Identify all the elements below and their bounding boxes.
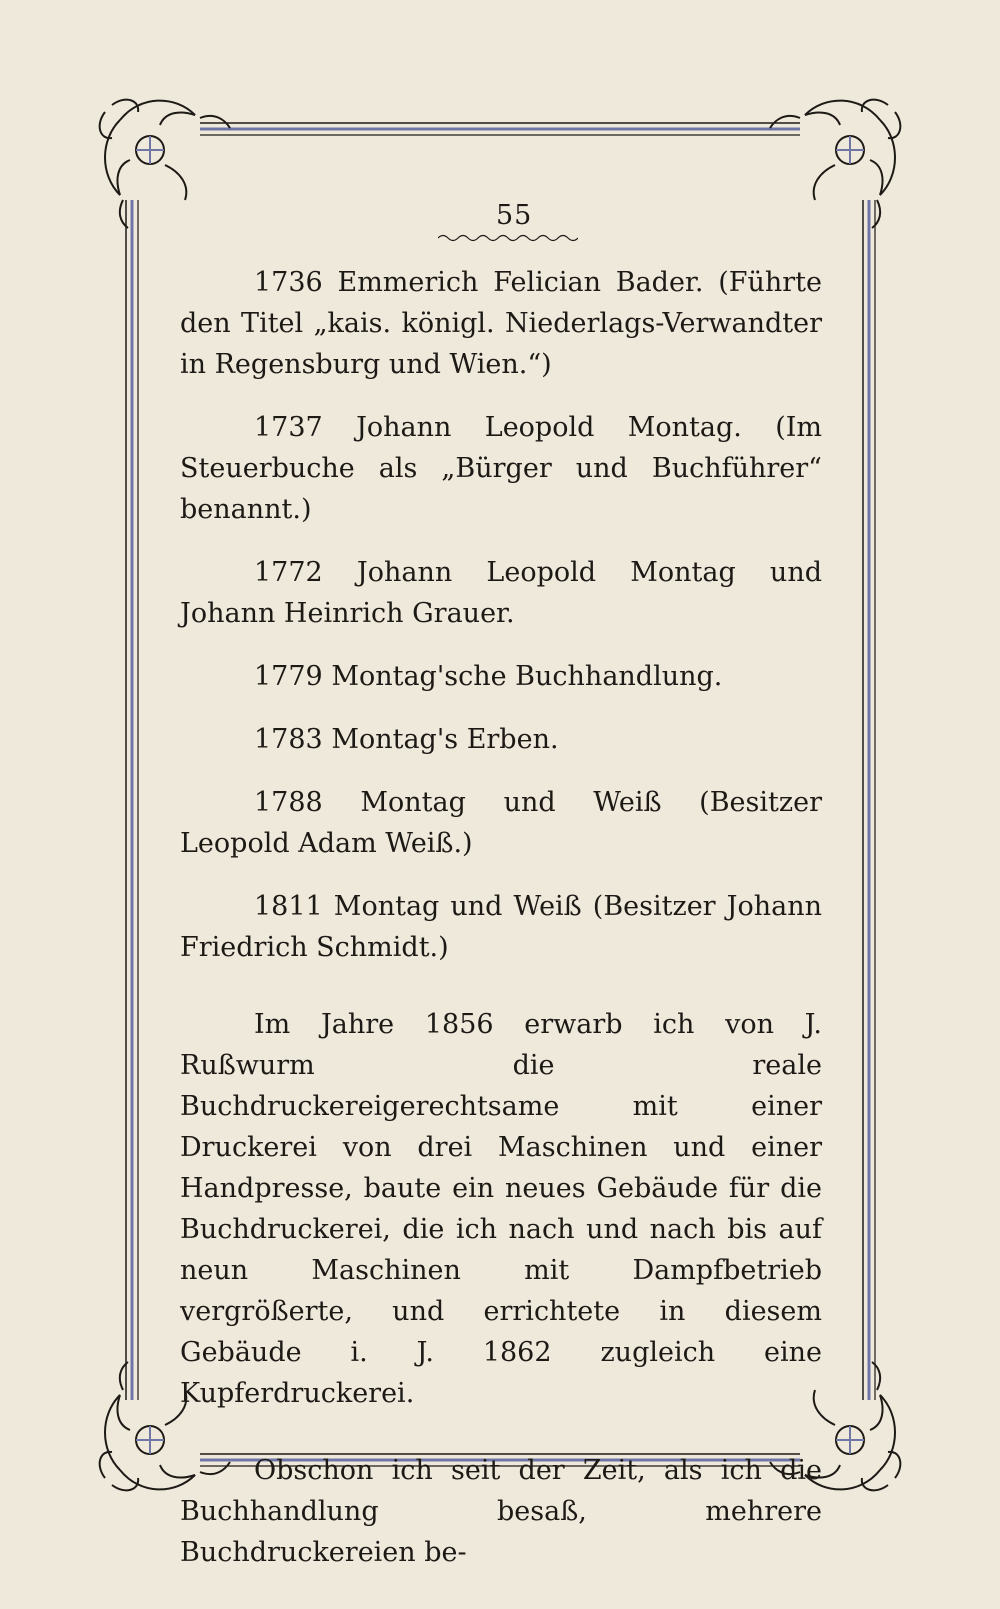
- entry-year: 1736: [254, 267, 323, 298]
- entry-text: Montag und Weiß (Besitzer Johann Friedrich Schmidt.): [180, 891, 822, 963]
- history-entry: [180, 886, 822, 968]
- history-entry: [180, 719, 822, 760]
- body-paragraph: Im Jahre 1856 erwarb ich von J. Rußwurm die reale Buchdruckereigerechtsame mit einer Druckerei von drei Maschinen und einer Handpresse, baute ein neues Gebäude für die Buchdruckerei, die ich nach und nach bis auf neun Maschinen mit Dampfbetrieb vergrößerte, und errichtete in diesem Gebäude i. J. 1862 zugleich eine Kupferdruckerei.: [180, 1009, 822, 1409]
- wavy-rule-icon: [438, 232, 578, 244]
- history-entry: [180, 407, 822, 530]
- entry-year: 1772: [254, 557, 323, 588]
- entry-year: 1779: [254, 661, 323, 692]
- text-body: [180, 262, 822, 1573]
- entry-year: 1811: [254, 891, 323, 922]
- entry-year: 1737: [254, 412, 323, 443]
- history-entry: [180, 552, 822, 634]
- entry-text: Montag und Weiß (Besitzer Leopold Adam Weiß.): [180, 787, 822, 859]
- entry-text: Johann Leopold Montag und Johann Heinrich Grauer.: [180, 557, 822, 629]
- entry-year: 1783: [254, 724, 323, 755]
- entry-year: 1788: [254, 787, 323, 818]
- body-paragraph: Obschon ich seit der Zeit, als ich die Buchhandlung besaß, mehrere Buchdruckereien be-: [180, 1455, 822, 1568]
- entry-text: Montag'sche Buchhandlung.: [331, 661, 723, 692]
- page-number: 55: [496, 200, 533, 231]
- entry-text: Johann Leopold Montag. (Im Steuerbuche als „Bürger und Buchführer“ benannt.): [180, 412, 822, 525]
- history-entry: [180, 656, 822, 697]
- page-header: [180, 196, 822, 254]
- entry-text: Emmerich Felician Bader. (Führte den Titel „kais. königl. Niederlags-Verwandter in Regensburg und Wien.“): [180, 267, 822, 380]
- history-entry: [180, 262, 822, 385]
- entry-text: Montag's Erben.: [331, 724, 559, 755]
- history-entry: [180, 782, 822, 864]
- page-content: [180, 196, 822, 1568]
